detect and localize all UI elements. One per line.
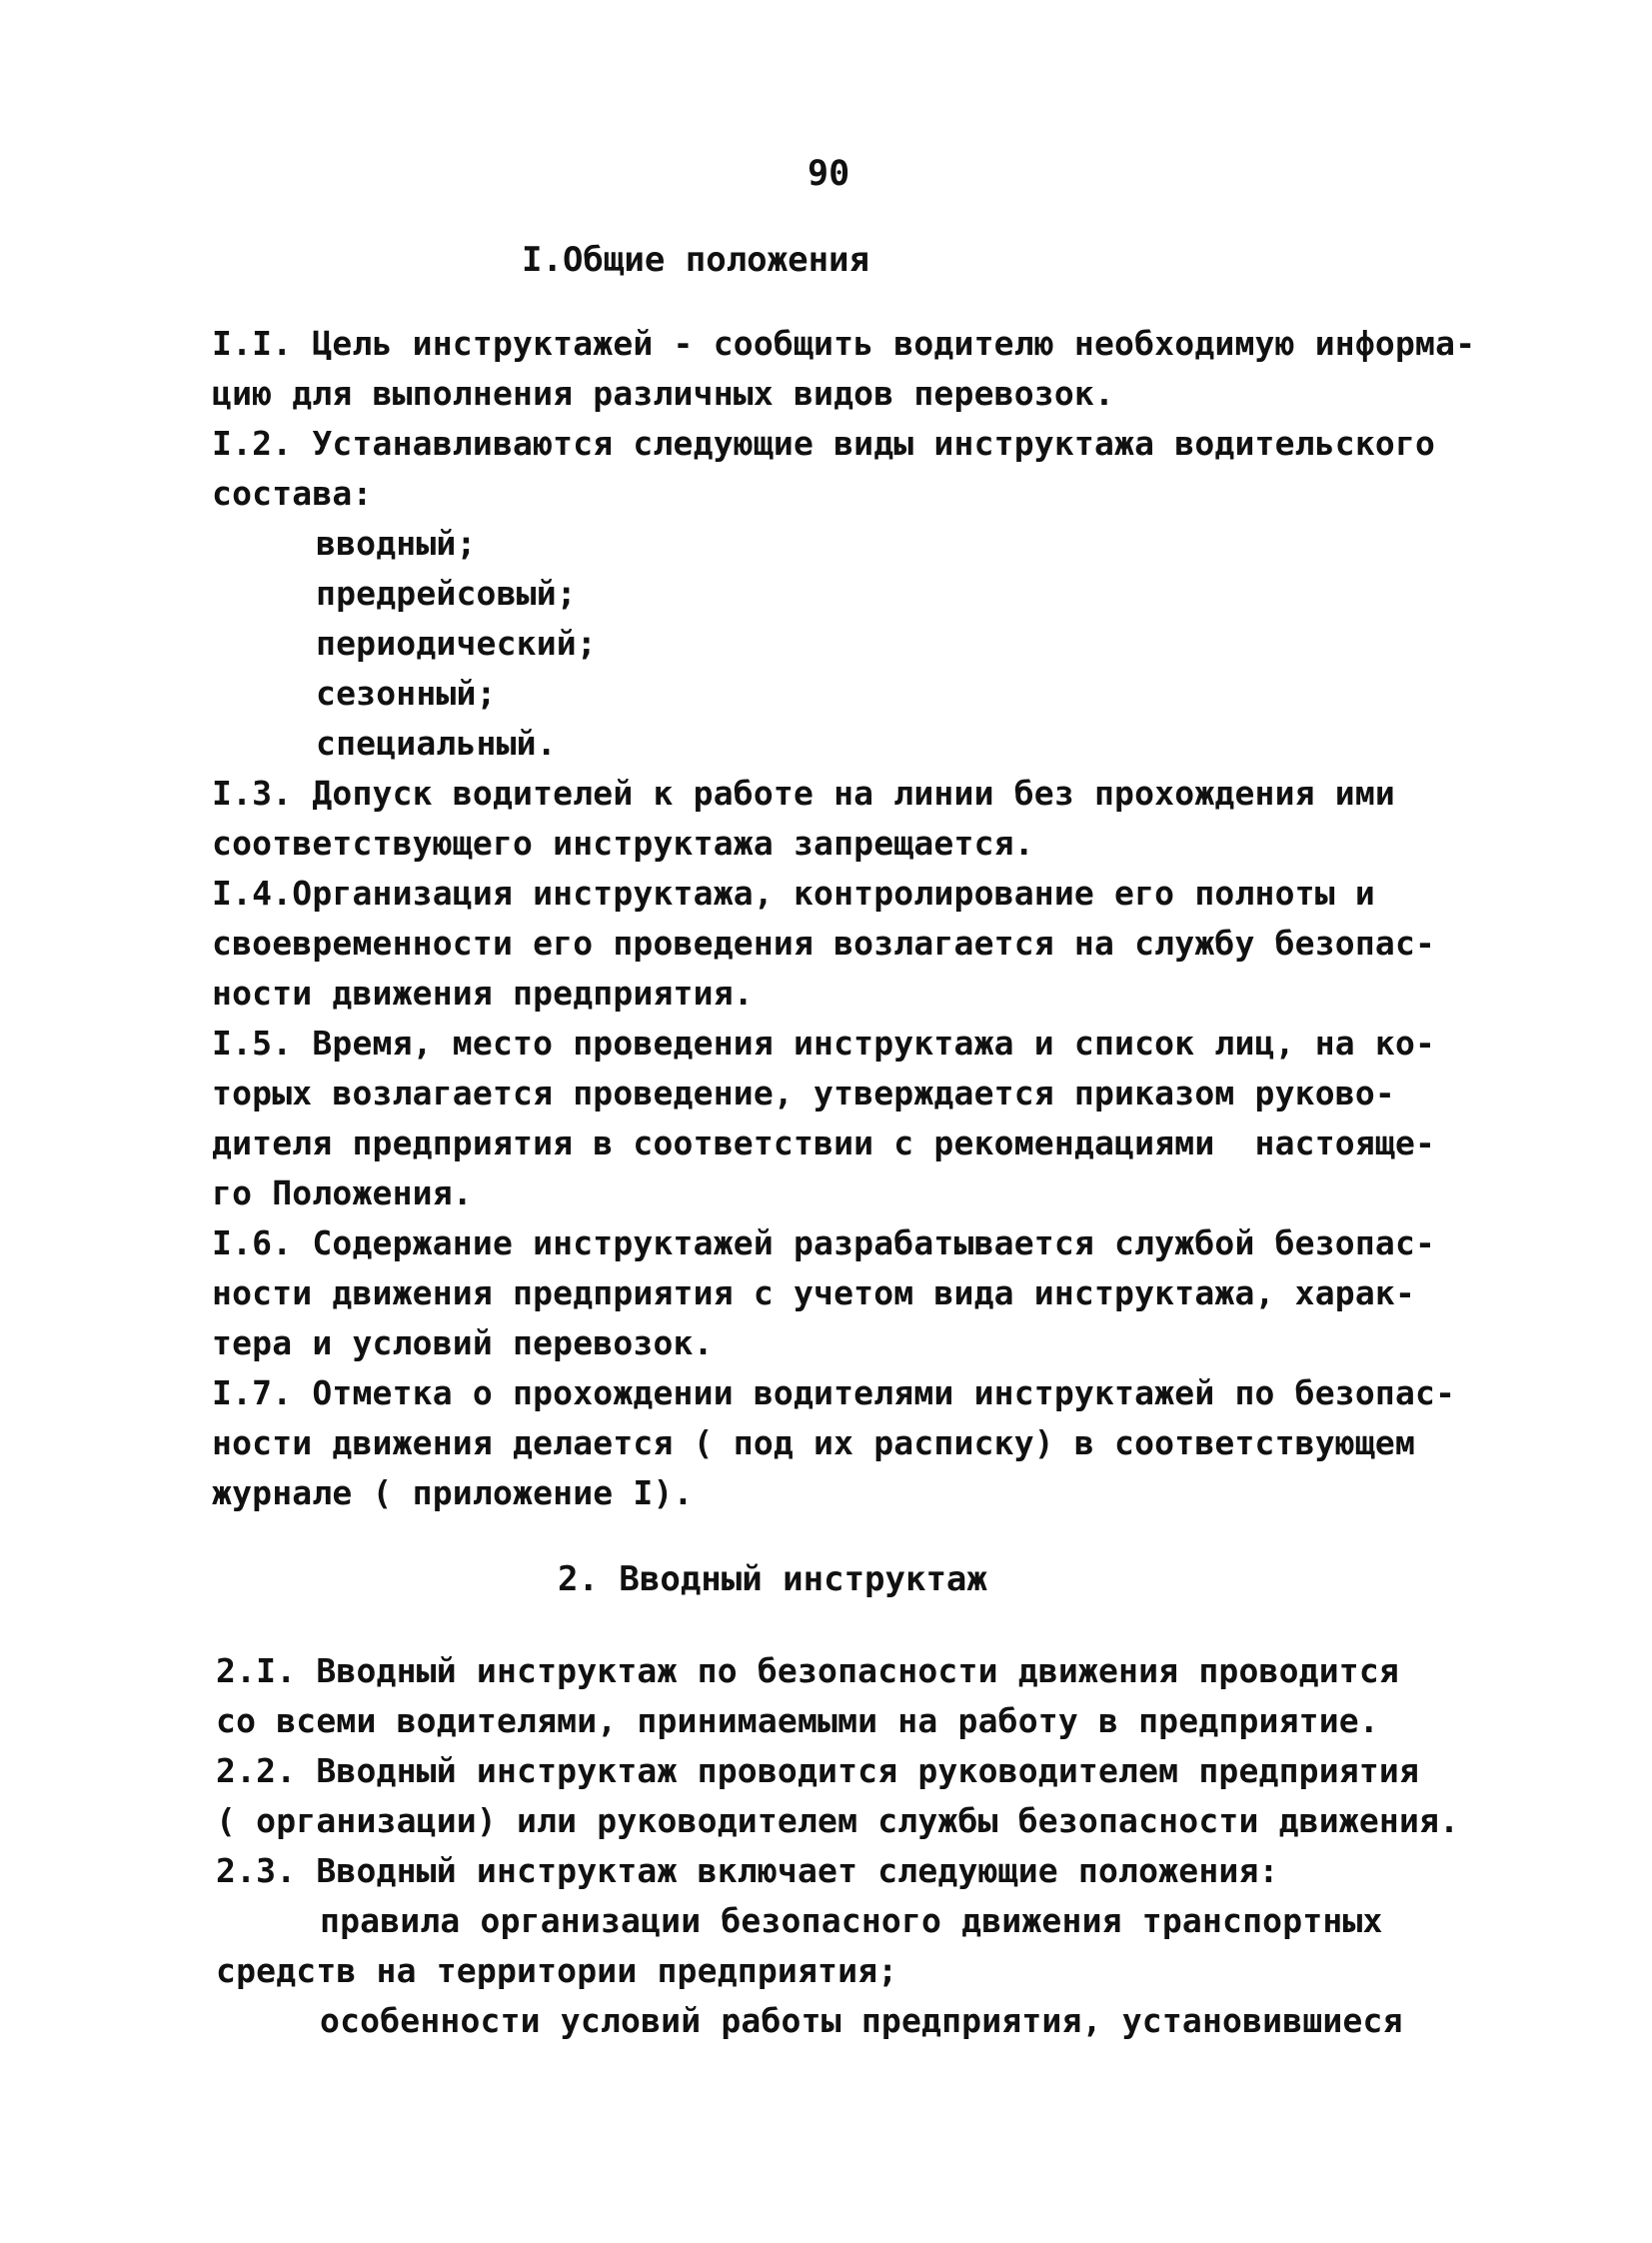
list-item: периодический; (316, 624, 597, 663)
list-item: предрейсовый; (316, 574, 577, 613)
paragraph-line: особенности условий работы предприятия, установившиеся (320, 2001, 1403, 2040)
paragraph-line: 2.2. Вводный инструктаж проводится руководителем предприятия (216, 1751, 1420, 1790)
page-number: 90 (808, 154, 850, 194)
paragraph-line: правила организации безопасного движения транспортных (320, 1901, 1383, 1940)
paragraph-line: своевременности его проведения возлагается на службу безопас- (212, 924, 1436, 963)
section-1-heading: I.Общие положения (522, 240, 869, 280)
paragraph-line: I.2. Устанавливаются следующие виды инструктажа водительского (212, 424, 1436, 463)
section-2-heading: 2. Вводный инструктаж (558, 1559, 987, 1599)
paragraph-line: 2.I. Вводный инструктаж по безопасности движения проводится (216, 1651, 1399, 1690)
paragraph-line: ности движения предприятия с учетом вида инструктажа, харак- (212, 1273, 1416, 1312)
list-item: вводный; (316, 524, 477, 563)
paragraph-line: ности движения делается ( под их расписку) в соответствующем (212, 1423, 1416, 1462)
paragraph-line: I.3. Допуск водителей к работе на линии без прохождения ими (212, 774, 1395, 813)
paragraph-line: го Положения. (212, 1173, 473, 1212)
paragraph-line: I.6. Содержание инструктажей разрабатывается службой безопас- (212, 1223, 1436, 1262)
paragraph-line: журнале ( приложение I). (212, 1473, 694, 1512)
paragraph-line: I.4.Организация инструктажа, контролирование его полноты и (212, 874, 1375, 913)
list-item: сезонный; (316, 674, 497, 713)
paragraph-line: I.7. Отметка о прохождении водителями инструктажей по безопас- (212, 1373, 1456, 1412)
paragraph-line: 2.3. Вводный инструктаж включает следующие положения: (216, 1851, 1279, 1890)
paragraph-line: средств на территории предприятия; (216, 1951, 898, 1990)
paragraph-line: соответствующего инструктажа запрещается. (212, 824, 1034, 863)
list-item: специальный. (316, 724, 557, 763)
paragraph-line: дителя предприятия в соответствии с рекомендациями настояще- (212, 1123, 1436, 1162)
paragraph-line: торых возлагается проведение, утверждается приказом руково- (212, 1074, 1395, 1113)
paragraph-line: цию для выполнения различных видов перевозок. (212, 374, 1115, 413)
paragraph-line: I.5. Время, место проведения инструктажа и список лиц, на ко- (212, 1024, 1436, 1063)
paragraph-line: состава: (212, 474, 373, 513)
paragraph-line: со всеми водителями, принимаемыми на работу в предприятие. (216, 1701, 1379, 1740)
paragraph-line: I.I. Цель инструктажей - сообщить водителю необходимую информа- (212, 324, 1476, 363)
paragraph-line: ности движения предприятия. (212, 974, 754, 1013)
paragraph-line: ( организации) или руководителем службы безопасности движения. (216, 1801, 1460, 1840)
paragraph-line: тера и условий перевозок. (212, 1323, 714, 1362)
